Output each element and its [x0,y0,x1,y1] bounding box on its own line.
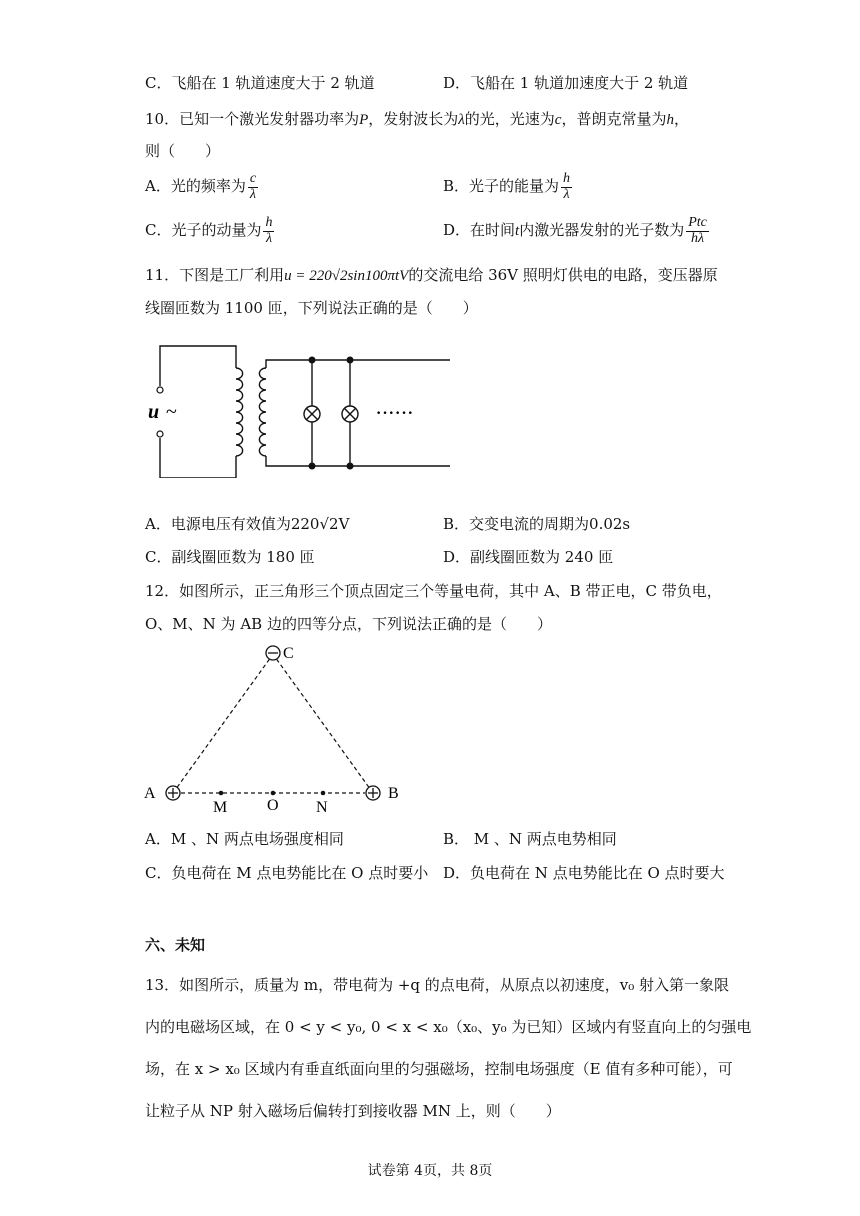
q12-option-a: A．M 、N 两点电场强度相同 [145,830,344,848]
q10-option-c [145,216,276,246]
q11-stem-line2: 线圈匝数为 1100 匝，下列说法正确的是（ ） [145,299,478,317]
q12-option-b: B． M 、N 两点电势相同 [443,830,617,848]
q10-symbol-c: c [554,112,562,128]
option-text: C．光子的动量为 [145,221,262,240]
option-text: A．光的频率为 [145,177,246,196]
primary-coil [236,368,243,456]
q11-stem-text: 的交流电给 36V 照明灯供电的电路，变压器原 [408,266,718,284]
junction-dot [347,463,354,470]
q10-symbol-h: h [666,112,674,128]
fraction [248,172,258,202]
q11-formula: u = 220√2sin100πtV [284,268,409,284]
voltage-label-u: u [148,401,160,423]
numerator: h [265,215,273,230]
terminal-top [157,387,163,393]
label-M: M [213,799,228,816]
q10-stem-text: ， [673,110,689,128]
transformer-circuit-figure [140,338,460,478]
q10-option-b [443,172,574,202]
q10-stem-text: ，发射波长为 [368,110,459,128]
denominator: hλ [691,230,705,246]
fraction [686,216,709,246]
q11-stem-text: 11．下图是工厂利用 [145,266,285,284]
terminal-bottom [157,431,163,437]
q13-line4: 让粒子从 NP 射入磁场后偏转打到接收器 MN 上，则（ ） [145,1102,561,1120]
q12-stem-line1: 12．如图所示，正三角形三个顶点固定三个等量电荷，其中 A、B 带正电，C 带负电， [145,582,722,600]
q12-option-c: C．负电荷在 M 点电势能比在 O 点时要小 [145,864,429,882]
q10-stem-text: 的光，光速为 [464,110,555,128]
secondary-coil [259,368,266,456]
q11-stem-line1 [145,264,718,285]
label-B: B [388,785,399,802]
junction-dot [309,357,316,364]
point-M [219,791,224,796]
q11-option-b: B．交变电流的周期为0.02s [443,515,631,533]
option-text: D．在时间 [443,221,516,240]
primary-wire-top [160,346,236,386]
numerator: Ptc [688,215,707,230]
secondary-wire-bottom [266,456,450,466]
symbol-t: t [515,223,520,240]
fraction [561,172,572,202]
option-text: 内激光器发射的光子数为 [519,221,685,240]
q11-option-c: C．副线圈匝数为 180 匝 [145,548,315,566]
label-C: C [283,645,294,662]
point-O [271,791,276,796]
q13-line1: 13．如图所示，质量为 m，带电荷为 +q 的点电荷，从原点以初速度，v₀ 射入第一象限 [145,976,730,994]
q10-stem-text: ，普朗克常量为 [561,110,667,128]
q9-option-c: C．飞船在 1 轨道速度大于 2 轨道 [145,74,375,92]
point-N [321,791,326,796]
edge-AC [173,657,271,793]
edge-BC [275,657,373,793]
numerator: h [563,171,571,186]
q10-symbol-lambda: λ [458,112,465,128]
q10-symbol-P: P [359,112,369,128]
q13-line2: 内的电磁场区域，在 0 < y < y₀, 0 < x < x₀（x₀、y₀ 为已知）区域内有竖直向上的匀强电 [145,1018,752,1036]
fraction [263,216,274,246]
option-text: B．光子的能量为 [443,177,560,196]
q10-option-a [145,172,260,202]
q10-stem-text: 10．已知一个激光发射器功率为 [145,110,360,128]
label-O: O [267,797,279,814]
q10-stem-line2: 则（ ） [145,142,221,160]
q12-option-d: D．负电荷在 N 点电势能比在 O 点时要大 [443,864,725,882]
more-lamps-ellipsis: ······ [376,405,415,422]
denominator: λ [563,186,570,202]
triangle-charges-figure [140,640,420,820]
page-footer: 试卷第 4页，共 8页 [367,1163,493,1179]
q11-option-a: A．电源电压有效值为220√2V [145,515,350,533]
numerator: c [249,171,257,186]
label-N: N [316,799,328,816]
q10-stem-line1 [145,108,689,129]
ac-tilde-symbol: ~ [166,401,177,423]
q12-stem-line2: O、M、N 为 AB 边的四等分点，下列说法正确的是（ ） [145,615,552,633]
junction-dot [347,357,354,364]
q13-line3: 场，在 x > x₀ 区域内有垂直纸面向里的匀强磁场，控制电场强度（E 值有多种可能），可 [145,1060,733,1078]
label-A: A [144,785,156,802]
secondary-wire-top [266,360,450,368]
q11-option-d: D．副线圈匝数为 240 匝 [443,548,614,566]
q9-option-d: D．飞船在 1 轨道加速度大于 2 轨道 [443,74,689,92]
denominator: λ [265,230,273,246]
junction-dot [309,463,316,470]
section-heading: 六、未知 [145,936,206,954]
denominator: λ [249,186,256,202]
q10-option-d [443,216,711,246]
primary-wire-bottom [160,438,236,478]
